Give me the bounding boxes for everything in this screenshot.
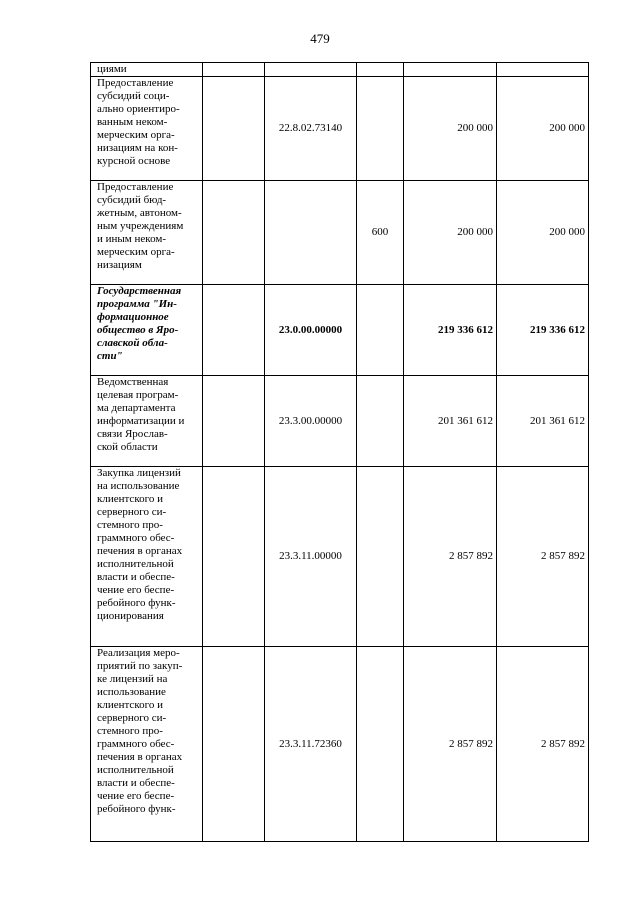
- expense-type-cell: [357, 376, 404, 467]
- program-name-line: ционирования: [97, 610, 164, 622]
- program-name-line: циями: [97, 63, 127, 75]
- program-name-line: ально ориентиро-: [97, 103, 180, 115]
- empty-cell: [203, 181, 265, 285]
- program-name-cell: [91, 376, 203, 467]
- expense-type-cell: [357, 77, 404, 181]
- program-name-line: приятий по закуп-: [97, 660, 183, 672]
- table-row: [91, 647, 589, 842]
- table-row: [91, 77, 589, 181]
- amount-year2-cell: 219 336 612: [497, 285, 589, 376]
- program-name-cell: [91, 467, 203, 647]
- table-row: [91, 63, 589, 77]
- amount-year2-cell: 201 361 612: [497, 376, 589, 467]
- amount-year1-cell: 2 857 892: [404, 647, 497, 842]
- expense-type-cell: 600: [357, 181, 404, 285]
- program-name-line: исполнительной: [97, 558, 174, 570]
- empty-cell: [203, 285, 265, 376]
- program-name-line: Реализация меро-: [97, 647, 180, 659]
- program-name-line: Закупка лицензий: [97, 467, 181, 479]
- target-article-code-cell: 22.8.02.73140: [265, 77, 357, 181]
- program-name-line: субсидий соци-: [97, 90, 170, 102]
- program-name-line: низациям на кон-: [97, 142, 178, 154]
- expense-type-cell: [357, 63, 404, 77]
- budget-table: [90, 62, 589, 842]
- program-name-line: власти и обеспе-: [97, 571, 175, 583]
- target-article-code-cell: 23.3.11.00000: [265, 467, 357, 647]
- amount-year1-cell: 2 857 892: [404, 467, 497, 647]
- program-name-line: ма департамента: [97, 402, 176, 414]
- program-name-line: целевая програм-: [97, 389, 179, 401]
- program-name-line: чение его беспе-: [97, 584, 175, 596]
- program-name-line: программа "Ин-: [97, 298, 177, 310]
- program-name-line: ребойного функ-: [97, 803, 176, 815]
- program-name-line: граммного обес-: [97, 738, 175, 750]
- page-number: 479: [310, 31, 330, 46]
- amount-year2-cell: 2 857 892: [497, 647, 589, 842]
- table-row: [91, 467, 589, 647]
- amount-year2-cell: [497, 63, 589, 77]
- program-name-line: стемного про-: [97, 725, 163, 737]
- program-name-line: Государственная: [97, 285, 182, 297]
- program-name-line: власти и обеспе-: [97, 777, 175, 789]
- budget-table-body: [91, 63, 589, 842]
- target-article-code-cell: 23.3.11.72360: [265, 647, 357, 842]
- program-name-line: использование: [97, 686, 166, 698]
- program-name-line: ребойного функ-: [97, 597, 176, 609]
- program-name-line: ке лицензий на: [97, 673, 168, 685]
- program-name-cell: [91, 647, 203, 842]
- program-name-line: связи Ярослав-: [97, 428, 168, 440]
- program-name-line: печения в органах: [97, 751, 183, 763]
- program-name-line: низациям: [97, 259, 142, 271]
- program-name-line: ным учреждениям: [97, 220, 184, 232]
- target-article-code-cell: 23.3.00.00000: [265, 376, 357, 467]
- program-name-line: чение его беспе-: [97, 790, 175, 802]
- expense-type-cell: [357, 285, 404, 376]
- program-name-line: жетным, автоном-: [97, 207, 182, 219]
- program-name-line: клиентского и: [97, 699, 163, 711]
- program-name-line: печения в органах: [97, 545, 183, 557]
- amount-year1-cell: 219 336 612: [404, 285, 497, 376]
- expense-type-cell: [357, 467, 404, 647]
- program-name-line: мерческим орга-: [97, 129, 175, 141]
- empty-cell: [203, 647, 265, 842]
- program-name-line: общество в Яро-: [97, 324, 179, 336]
- amount-year2-cell: 200 000: [497, 181, 589, 285]
- amount-year1-cell: [404, 63, 497, 77]
- table-row: [91, 181, 589, 285]
- program-name-line: субсидий бюд-: [97, 194, 167, 206]
- program-name-cell: [91, 181, 203, 285]
- amount-year2-cell: 2 857 892: [497, 467, 589, 647]
- program-name-line: славской обла-: [97, 337, 168, 349]
- program-name-line: Ведомственная: [97, 376, 169, 388]
- program-name-line: граммного обес-: [97, 532, 175, 544]
- program-name-line: исполнительной: [97, 764, 174, 776]
- program-name-cell: [91, 63, 203, 77]
- program-name-line: сти": [97, 350, 123, 362]
- target-article-code-cell: [265, 63, 357, 77]
- table-row: [91, 376, 589, 467]
- program-name-line: информатизации и: [97, 415, 185, 427]
- program-name-line: мерческим орга-: [97, 246, 175, 258]
- table-row: [91, 285, 589, 376]
- program-name-line: ванным неком-: [97, 116, 168, 128]
- amount-year1-cell: 200 000: [404, 77, 497, 181]
- empty-cell: [203, 63, 265, 77]
- program-name-line: формационное: [97, 311, 169, 323]
- program-name-line: серверного си-: [97, 506, 167, 518]
- program-name-line: серверного си-: [97, 712, 167, 724]
- empty-cell: [203, 376, 265, 467]
- program-name-line: Предоставление: [97, 181, 174, 193]
- amount-year1-cell: 200 000: [404, 181, 497, 285]
- program-name-line: на использование: [97, 480, 180, 492]
- program-name-line: и иным неком-: [97, 233, 166, 245]
- program-name-cell: [91, 77, 203, 181]
- target-article-code-cell: 23.0.00.00000: [265, 285, 357, 376]
- program-name-line: ской области: [97, 441, 158, 453]
- program-name-line: курсной основе: [97, 155, 171, 167]
- program-name-line: стемного про-: [97, 519, 163, 531]
- program-name-cell: [91, 285, 203, 376]
- program-name-line: клиентского и: [97, 493, 163, 505]
- target-article-code-cell: [265, 181, 357, 285]
- empty-cell: [203, 77, 265, 181]
- program-name-line: Предоставление: [97, 77, 174, 89]
- expense-type-cell: [357, 647, 404, 842]
- amount-year2-cell: 200 000: [497, 77, 589, 181]
- empty-cell: [203, 467, 265, 647]
- amount-year1-cell: 201 361 612: [404, 376, 497, 467]
